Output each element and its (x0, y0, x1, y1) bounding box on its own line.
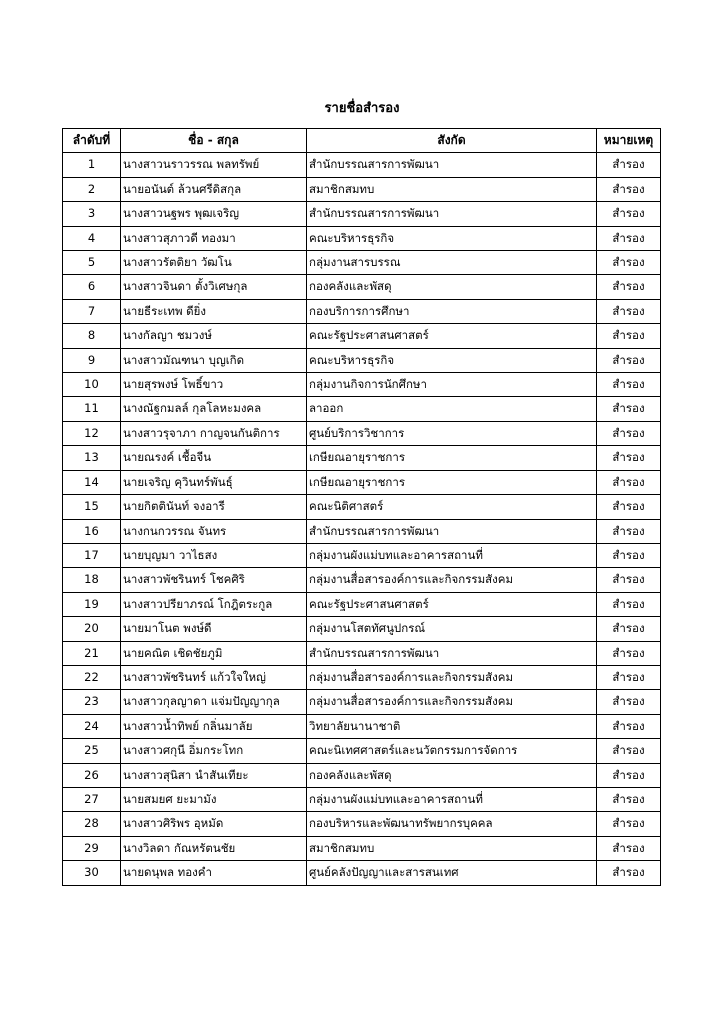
row-name: นางสาวปรียาภรณ์ โกฎิตระกูล (121, 592, 307, 616)
table-row (63, 397, 661, 421)
row-name: นายเจริญ คุวินทร์พันธุ์ (121, 470, 307, 494)
row-unit: สำนักบรรณสารการพัฒนา (307, 519, 597, 543)
row-name: นายมาโนต พงษ์ดี (121, 617, 307, 641)
row-number: 14 (63, 470, 121, 494)
row-unit: สมาชิกสมทบ (307, 177, 597, 201)
row-note: สำรอง (597, 641, 661, 665)
row-unit: คณะนิเทศศาสตร์และนวัตกรรมการจัดการ (307, 739, 597, 763)
row-note: สำรอง (597, 592, 661, 616)
row-number: 12 (63, 421, 121, 445)
row-unit: วิทยาลัยนานาชาติ (307, 714, 597, 738)
row-unit: เกษียณอายุราชการ (307, 446, 597, 470)
row-number: 1 (63, 153, 121, 177)
row-name: นายณรงค์ เชื้อจีน (121, 446, 307, 470)
row-name: นายคณิต เชิดชัยภูมิ (121, 641, 307, 665)
row-note: สำรอง (597, 470, 661, 494)
row-note: สำรอง (597, 714, 661, 738)
row-unit: ลาออก (307, 397, 597, 421)
row-unit: ศูนย์คลังปัญญาและสารสนเทศ (307, 861, 597, 885)
header-number: ลำดับที่ (63, 129, 121, 153)
row-name: นางสาวพัชรินทร์ แก้วใจใหญ่ (121, 665, 307, 689)
row-name: นางกนกวรรณ จันทร (121, 519, 307, 543)
row-name: นายอนันต์ ล้วนศรีดิสกุล (121, 177, 307, 201)
row-number: 17 (63, 543, 121, 567)
table-row (63, 275, 661, 299)
row-unit: กองคลังและพัสดุ (307, 275, 597, 299)
row-note: สำรอง (597, 397, 661, 421)
row-number: 6 (63, 275, 121, 299)
row-note: สำรอง (597, 665, 661, 689)
row-number: 23 (63, 690, 121, 714)
row-unit: กลุ่มงานสื่อสารองค์การและกิจกรรมสังคม (307, 665, 597, 689)
table-row (63, 421, 661, 445)
row-number: 27 (63, 787, 121, 811)
row-number: 28 (63, 812, 121, 836)
row-unit: คณะรัฐประศาสนศาสตร์ (307, 324, 597, 348)
table-row (63, 446, 661, 470)
row-note: สำรอง (597, 153, 661, 177)
table-row (63, 592, 661, 616)
row-number: 2 (63, 177, 121, 201)
row-number: 24 (63, 714, 121, 738)
row-number: 7 (63, 299, 121, 323)
table-row (63, 836, 661, 860)
row-number: 13 (63, 446, 121, 470)
row-name: นางณัฐกมลล์ กุลโลหะมงคล (121, 397, 307, 421)
table-row (63, 495, 661, 519)
row-name: นางสาวกุลญาดา แจ่มปัญญากุล (121, 690, 307, 714)
row-note: สำรอง (597, 421, 661, 445)
row-name: นายธีระเทพ ดียิ่ง (121, 299, 307, 323)
table-row (63, 861, 661, 885)
reserve-list-table (62, 128, 661, 886)
row-name: นางสาวศกุนี อิ่มกระโทก (121, 739, 307, 763)
row-unit: กลุ่มงานสารบรรณ (307, 251, 597, 275)
row-name: นางสาวรัตติยา วัฒโน (121, 251, 307, 275)
row-name: นายสมยศ ยะมามัง (121, 787, 307, 811)
row-name: นายบุญมา วาไธสง (121, 543, 307, 567)
table-row (63, 568, 661, 592)
table-row (63, 226, 661, 250)
table-row (63, 763, 661, 787)
table-row (63, 690, 661, 714)
row-unit: กองคลังและพัสดุ (307, 763, 597, 787)
row-number: 16 (63, 519, 121, 543)
table-row (63, 812, 661, 836)
row-name: นายสุรพงษ์ โพธิ์ขาว (121, 373, 307, 397)
row-name: นางสาวศิริพร อุหมัด (121, 812, 307, 836)
row-name: นายกิตตินันท์ จงอารี (121, 495, 307, 519)
table-row (63, 348, 661, 372)
document-title: รายชื่อสำรอง (324, 101, 400, 116)
row-unit: สำนักบรรณสารการพัฒนา (307, 202, 597, 226)
row-note: สำรอง (597, 373, 661, 397)
table-row (63, 299, 661, 323)
row-unit: กลุ่มงานผังแม่บทและอาคารสถานที่ (307, 787, 597, 811)
header-name: ชื่อ - สกุล (121, 129, 307, 153)
row-name: นางสาวนราวรรณ พลทรัพย์ (121, 153, 307, 177)
row-unit: กลุ่มงานสื่อสารองค์การและกิจกรรมสังคม (307, 690, 597, 714)
row-number: 15 (63, 495, 121, 519)
row-number: 21 (63, 641, 121, 665)
row-number: 4 (63, 226, 121, 250)
row-note: สำรอง (597, 299, 661, 323)
table-row (63, 739, 661, 763)
row-number: 18 (63, 568, 121, 592)
table-row (63, 519, 661, 543)
table-row (63, 324, 661, 348)
header-note: หมายเหตุ (597, 129, 661, 153)
table-row (63, 543, 661, 567)
header-unit: สังกัด (307, 129, 597, 153)
row-number: 30 (63, 861, 121, 885)
row-note: สำรอง (597, 787, 661, 811)
row-number: 10 (63, 373, 121, 397)
row-name: นางสาวมัณฑนา บุญเกิด (121, 348, 307, 372)
row-note: สำรอง (597, 739, 661, 763)
row-unit: สำนักบรรณสารการพัฒนา (307, 641, 597, 665)
row-number: 20 (63, 617, 121, 641)
row-note: สำรอง (597, 690, 661, 714)
row-name: นางสาวสุนิสา นำสันเทียะ (121, 763, 307, 787)
row-unit: สำนักบรรณสารการพัฒนา (307, 153, 597, 177)
row-name: นายดนุพล ทองคำ (121, 861, 307, 885)
row-note: สำรอง (597, 348, 661, 372)
row-number: 8 (63, 324, 121, 348)
row-name: นางสาวนฐพร พุฒเจริญ (121, 202, 307, 226)
row-unit: เกษียณอายุราชการ (307, 470, 597, 494)
row-note: สำรอง (597, 763, 661, 787)
table-row (63, 202, 661, 226)
row-name: นางสาวพัชรินทร์ โชคศิริ (121, 568, 307, 592)
row-unit: กลุ่มงานโสตทัศนูปกรณ์ (307, 617, 597, 641)
row-name: นางสาวสุภาวดี ทองมา (121, 226, 307, 250)
table-row (63, 153, 661, 177)
row-note: สำรอง (597, 568, 661, 592)
table-row (63, 251, 661, 275)
row-unit: กองบริหารและพัฒนาทรัพยากรบุคคล (307, 812, 597, 836)
row-note: สำรอง (597, 543, 661, 567)
row-note: สำรอง (597, 495, 661, 519)
row-note: สำรอง (597, 812, 661, 836)
row-number: 9 (63, 348, 121, 372)
table-header-row (63, 129, 661, 153)
table-row (63, 617, 661, 641)
row-unit: คณะรัฐประศาสนศาสตร์ (307, 592, 597, 616)
table-row (63, 714, 661, 738)
row-name: นางสาวรุจาภา กาญจนกันติการ (121, 421, 307, 445)
row-number: 22 (63, 665, 121, 689)
row-number: 11 (63, 397, 121, 421)
row-number: 29 (63, 836, 121, 860)
row-unit: กลุ่มงานกิจการนักศึกษา (307, 373, 597, 397)
table-row (63, 665, 661, 689)
row-unit: กลุ่มงานสื่อสารองค์การและกิจกรรมสังคม (307, 568, 597, 592)
row-number: 26 (63, 763, 121, 787)
row-number: 3 (63, 202, 121, 226)
row-note: สำรอง (597, 836, 661, 860)
row-name: นางกัลญา ชมวงษ์ (121, 324, 307, 348)
row-note: สำรอง (597, 519, 661, 543)
row-number: 19 (63, 592, 121, 616)
row-unit: ศูนย์บริการวิชาการ (307, 421, 597, 445)
row-number: 5 (63, 251, 121, 275)
table-row (63, 787, 661, 811)
row-name: นางสาวน้ำทิพย์ กลิ่นมาลัย (121, 714, 307, 738)
row-note: สำรอง (597, 617, 661, 641)
row-unit: กองบริการการศึกษา (307, 299, 597, 323)
row-unit: กลุ่มงานผังแม่บทและอาคารสถานที่ (307, 543, 597, 567)
row-note: สำรอง (597, 251, 661, 275)
table-row (63, 470, 661, 494)
row-unit: คณะนิติศาสตร์ (307, 495, 597, 519)
row-note: สำรอง (597, 324, 661, 348)
row-unit: คณะบริหารธุรกิจ (307, 226, 597, 250)
table-row (63, 373, 661, 397)
row-note: สำรอง (597, 275, 661, 299)
table-row (63, 177, 661, 201)
row-name: นางวิลดา กัณหรัตนชัย (121, 836, 307, 860)
row-note: สำรอง (597, 177, 661, 201)
row-number: 25 (63, 739, 121, 763)
row-note: สำรอง (597, 226, 661, 250)
row-unit: สมาชิกสมทบ (307, 836, 597, 860)
row-name: นางสาวจินดา ตั้งวิเศษกุล (121, 275, 307, 299)
row-note: สำรอง (597, 861, 661, 885)
row-note: สำรอง (597, 446, 661, 470)
row-note: สำรอง (597, 202, 661, 226)
table-body (63, 153, 661, 885)
row-unit: คณะบริหารธุรกิจ (307, 348, 597, 372)
table-row (63, 641, 661, 665)
